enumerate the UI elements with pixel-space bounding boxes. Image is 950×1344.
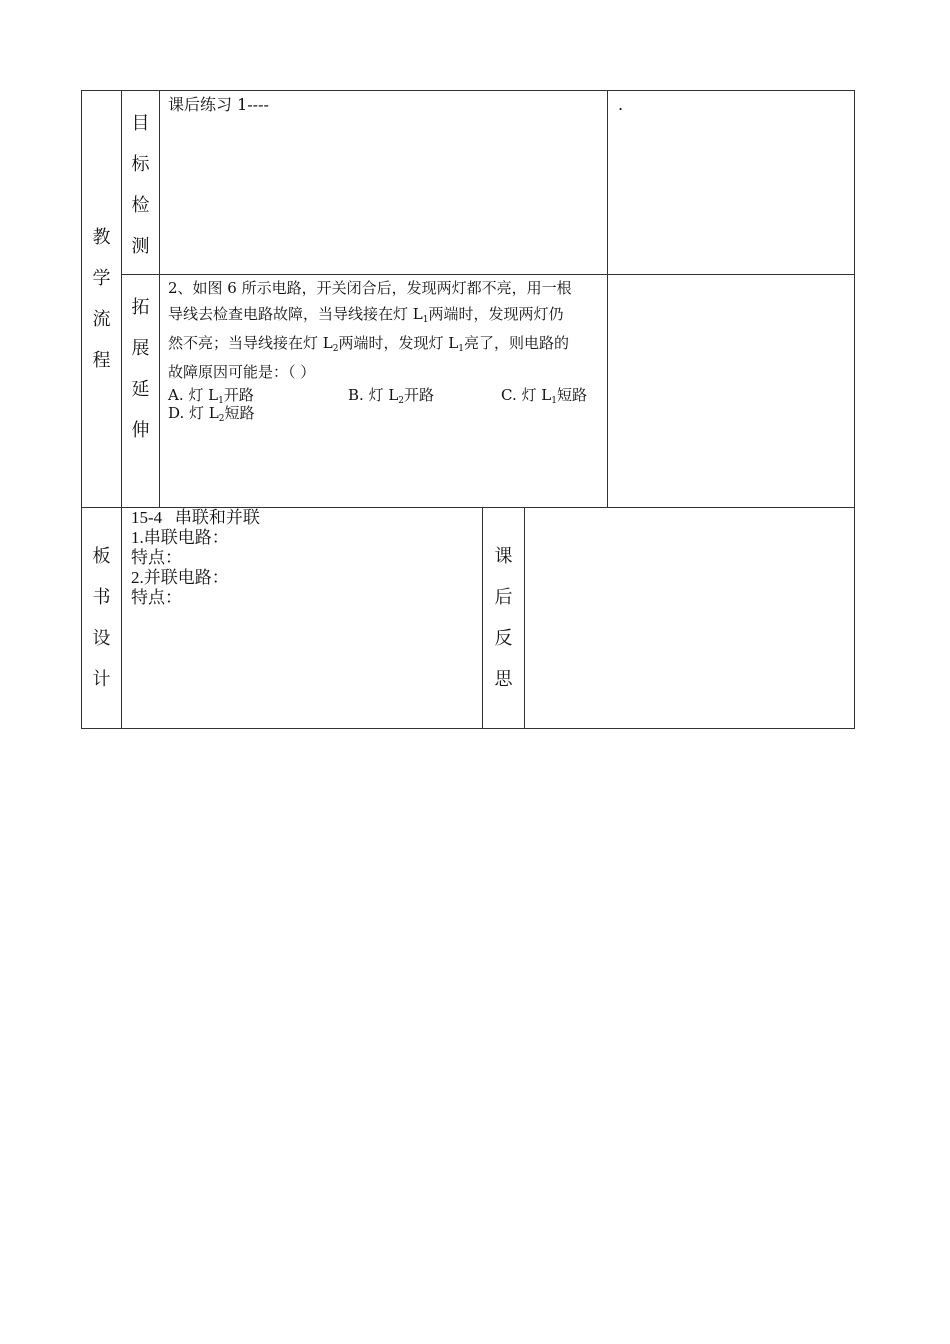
question-line: 然不亮；当导线接在灯 $L_2$两端时，发现灯 $L_1$亮了，则电路的: [168, 334, 569, 354]
label-char: 检: [131, 195, 150, 216]
label-char: 设: [92, 628, 111, 649]
reflection-content-cell: [524, 507, 855, 729]
label-char: 展: [131, 338, 150, 359]
label-char: 后: [494, 587, 513, 608]
exercise-title: 课后练习 1----: [168, 95, 269, 114]
reflection-label-cell: [482, 507, 525, 729]
label-char: 板: [92, 546, 111, 567]
label-char: 学: [92, 268, 111, 289]
board-line: 特点：: [131, 588, 182, 607]
extension-label-cell: [121, 274, 160, 508]
target-check-label-cell: [121, 90, 160, 275]
label-char: 拓: [131, 297, 150, 318]
question-text: [168, 275, 601, 385]
label-char: 目: [131, 113, 150, 134]
board-line: 特点：: [131, 548, 182, 567]
label-char: 延: [131, 379, 150, 400]
label-char: 伸: [131, 420, 150, 441]
answer-options: [168, 386, 601, 426]
question-line: 导线去检查电路故障，当导线接在灯 $L_1$两端时，发现两灯仍: [168, 305, 564, 325]
board-line: 1.串联电路：: [131, 528, 229, 547]
label-char: 流: [92, 309, 111, 330]
note-dot: .: [618, 95, 624, 114]
extension-content-cell: [159, 274, 608, 508]
target-check-notes-cell: [607, 90, 855, 275]
option-c: C. 灯 $L_1$短路: [501, 386, 587, 406]
question-line: 2、如图 6 所示电路，开关闭合后，发现两灯都不亮，用一根: [168, 279, 572, 297]
target-check-content-cell: [159, 90, 608, 275]
label-char: 计: [92, 669, 111, 690]
question-line: 故障原因可能是：（ ）: [168, 363, 316, 381]
label-char: 书: [92, 587, 111, 608]
label-char: 标: [131, 154, 150, 175]
label-char: 测: [131, 236, 150, 257]
option-b: B. 灯 $L_2$开路: [348, 386, 435, 406]
label-char: 课: [494, 546, 513, 567]
label-char: 程: [92, 350, 111, 371]
option-d: D. 灯 $L_2$短路: [168, 404, 255, 424]
label-char: 反: [494, 628, 513, 649]
board-line: 2.并联电路：: [131, 568, 229, 587]
extension-notes-cell: [607, 274, 855, 508]
label-char: 思: [494, 669, 513, 690]
label-char: 教: [92, 227, 111, 248]
teaching-process-label-cell: [81, 90, 122, 508]
option-a: A. 灯 $L_1$开路: [168, 386, 254, 406]
board-design-content-cell: [121, 507, 483, 729]
board-design-label-cell: [81, 507, 122, 729]
board-line: 15-4 串联和并联: [131, 508, 260, 527]
board-text: [131, 508, 473, 608]
